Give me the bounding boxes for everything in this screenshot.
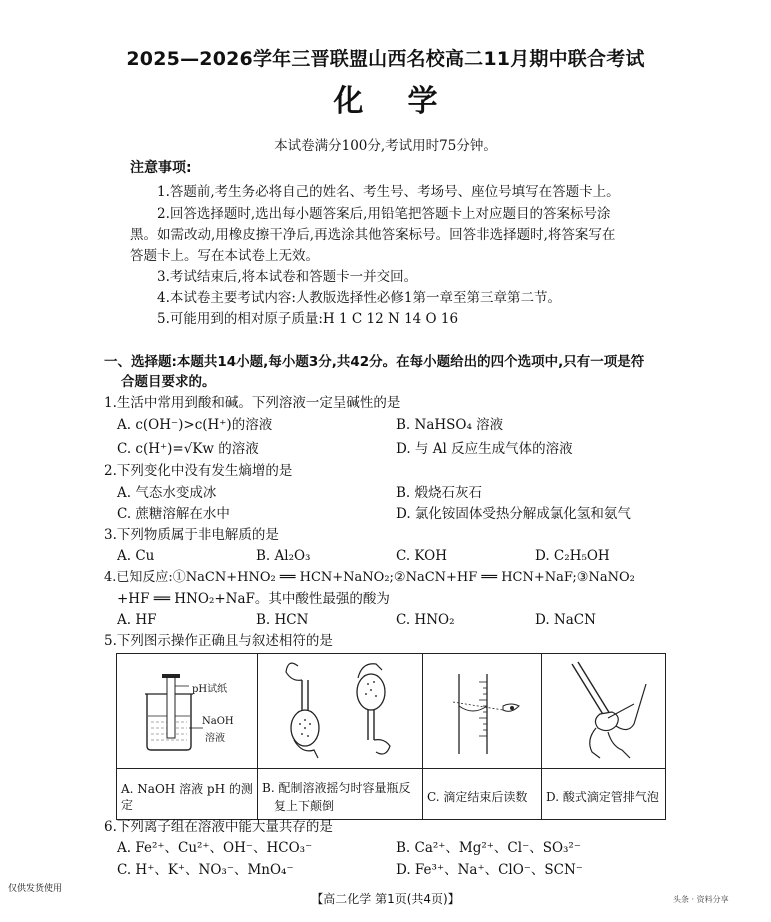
figure-a-caption: A. NaOH 溶液 pH 的测定 [117, 769, 258, 820]
q3-stem: 3.下列物质属于非电解质的是 [104, 527, 279, 543]
notice-item-2-cont2: 答题卡上。写在本试卷上无效。 [130, 248, 319, 264]
page-footer: 【高二化学 第1页(共4页)】 [311, 892, 460, 906]
q3-option-c: C. KOH [396, 548, 447, 564]
subject-title: 化学 [333, 84, 482, 119]
burette-air-bubble-illustration [542, 654, 665, 764]
notice-item-2: 2.回答选择题时,选出每小题答案后,用铅笔把答题卡上对应题目的答案标号涂 [157, 206, 611, 222]
q1-option-b: B. NaHSO₄ 溶液 [396, 417, 504, 433]
q2-option-d: D. 氯化铵固体受热分解成氯化氢和氨气 [396, 506, 631, 522]
figure-d [542, 654, 666, 769]
q1-stem: 1.生活中常用到酸和碱。下列溶液一定呈碱性的是 [104, 395, 401, 411]
q2-stem: 2.下列变化中没有发生熵增的是 [104, 463, 293, 479]
q1-option-c: C. c(H⁺)=√Kw 的溶液 [117, 441, 259, 457]
q6-option-b: B. Ca²⁺、Mg²⁺、Cl⁻、SO₃²⁻ [396, 840, 581, 856]
q3-option-b: B. Al₂O₃ [256, 548, 311, 564]
notice-item-5: 5.可能用到的相对原子质量:H 1 C 12 N 14 O 16 [157, 311, 459, 327]
q5-stem: 5.下列图示操作正确且与叙述相符的是 [104, 633, 333, 649]
section-heading-cont: 合题目要求的。 [121, 374, 216, 390]
q4-stem: 4.已知反应:①NaCN+HNO₂ ══ HCN+NaNO₂;②NaCN+HF ══ HCN+NaF;③NaNO₂ [104, 570, 635, 585]
notice-item-2-cont: 黑。如需改动,用橡皮擦干净后,再选涂其他答案标号。回答非选择题时,将答案写在 [130, 227, 616, 243]
q4-option-a: A. HF [117, 612, 157, 628]
q4-option-d: D. NaCN [535, 612, 596, 628]
q6-option-d: D. Fe³⁺、Na⁺、ClO⁻、SCN⁻ [396, 862, 583, 878]
q4-option-c: C. HNO₂ [396, 612, 455, 628]
q2-option-b: B. 煅烧石灰石 [396, 485, 483, 501]
q6-option-c: C. H⁺、K⁺、NO₃⁻、MnO₄⁻ [117, 862, 294, 878]
q3-option-a: A. Cu [117, 548, 155, 564]
q4-option-b: B. HCN [256, 612, 309, 628]
q4-stem-cont: +HF ══ HNO₂+NaF。其中酸性最强的酸为 [117, 591, 390, 607]
fig-a-naoh-label: NaOH [202, 716, 234, 727]
q1-option-d: D. 与 Al 反应生成气体的溶液 [396, 441, 573, 457]
beaker-ph-paper-illustration [117, 654, 257, 764]
fig-a-ph-label: pH试纸 [192, 684, 228, 695]
figure-c [423, 654, 542, 769]
q6-option-a: A. Fe²⁺、Cu²⁺、OH⁻、HCO₃⁻ [117, 840, 313, 856]
footer-left-note: 仅供发货使用 [8, 884, 63, 894]
exam-info: 本试卷满分100分,考试用时75分钟。 [274, 138, 497, 154]
notice-heading: 注意事项: [130, 160, 192, 176]
exam-title: 2025—2026学年三晋联盟山西名校高二11月期中联合考试 [126, 48, 645, 70]
figure-b [258, 654, 423, 769]
notice-item-3: 3.考试结束后,将本试卷和答题卡一并交回。 [157, 269, 418, 285]
section-heading: 一、选择题:本题共14小题,每小题3分,共42分。在每小题给出的四个选项中,只有一项是符 [104, 354, 645, 370]
volumetric-flask-inversion-illustration [258, 654, 422, 764]
q1-option-a: A. c(OH⁻)>c(H⁺)的溶液 [117, 417, 273, 433]
q5-figure-table [116, 653, 666, 820]
q2-option-a: A. 气态水变成冰 [117, 485, 217, 501]
fig-a-solution-label: 溶液 [205, 733, 225, 744]
figure-b-caption: B. 配制溶液摇匀时容量瓶反 复上下颠倒 [258, 769, 423, 820]
q2-option-c: C. 蔗糖溶解在水中 [117, 506, 230, 522]
figure-a [117, 654, 258, 769]
notice-item-1: 1.答题前,考生务必将自己的姓名、考生号、考场号、座位号填写在答题卡上。 [157, 184, 620, 200]
q3-option-d: D. C₂H₅OH [535, 548, 610, 564]
notice-item-4: 4.本试卷主要考试内容:人教版选择性必修1第一章至第三章第二节。 [157, 290, 562, 306]
figure-d-caption: D. 酸式滴定管排气泡 [542, 769, 666, 820]
watermark-note: 头条 · 资料分享 [673, 895, 729, 904]
figure-c-caption: C. 滴定结束后读数 [423, 769, 542, 820]
q6-stem: 6.下列离子组在溶液中能大量共存的是 [104, 819, 333, 835]
burette-reading-illustration [423, 654, 541, 764]
